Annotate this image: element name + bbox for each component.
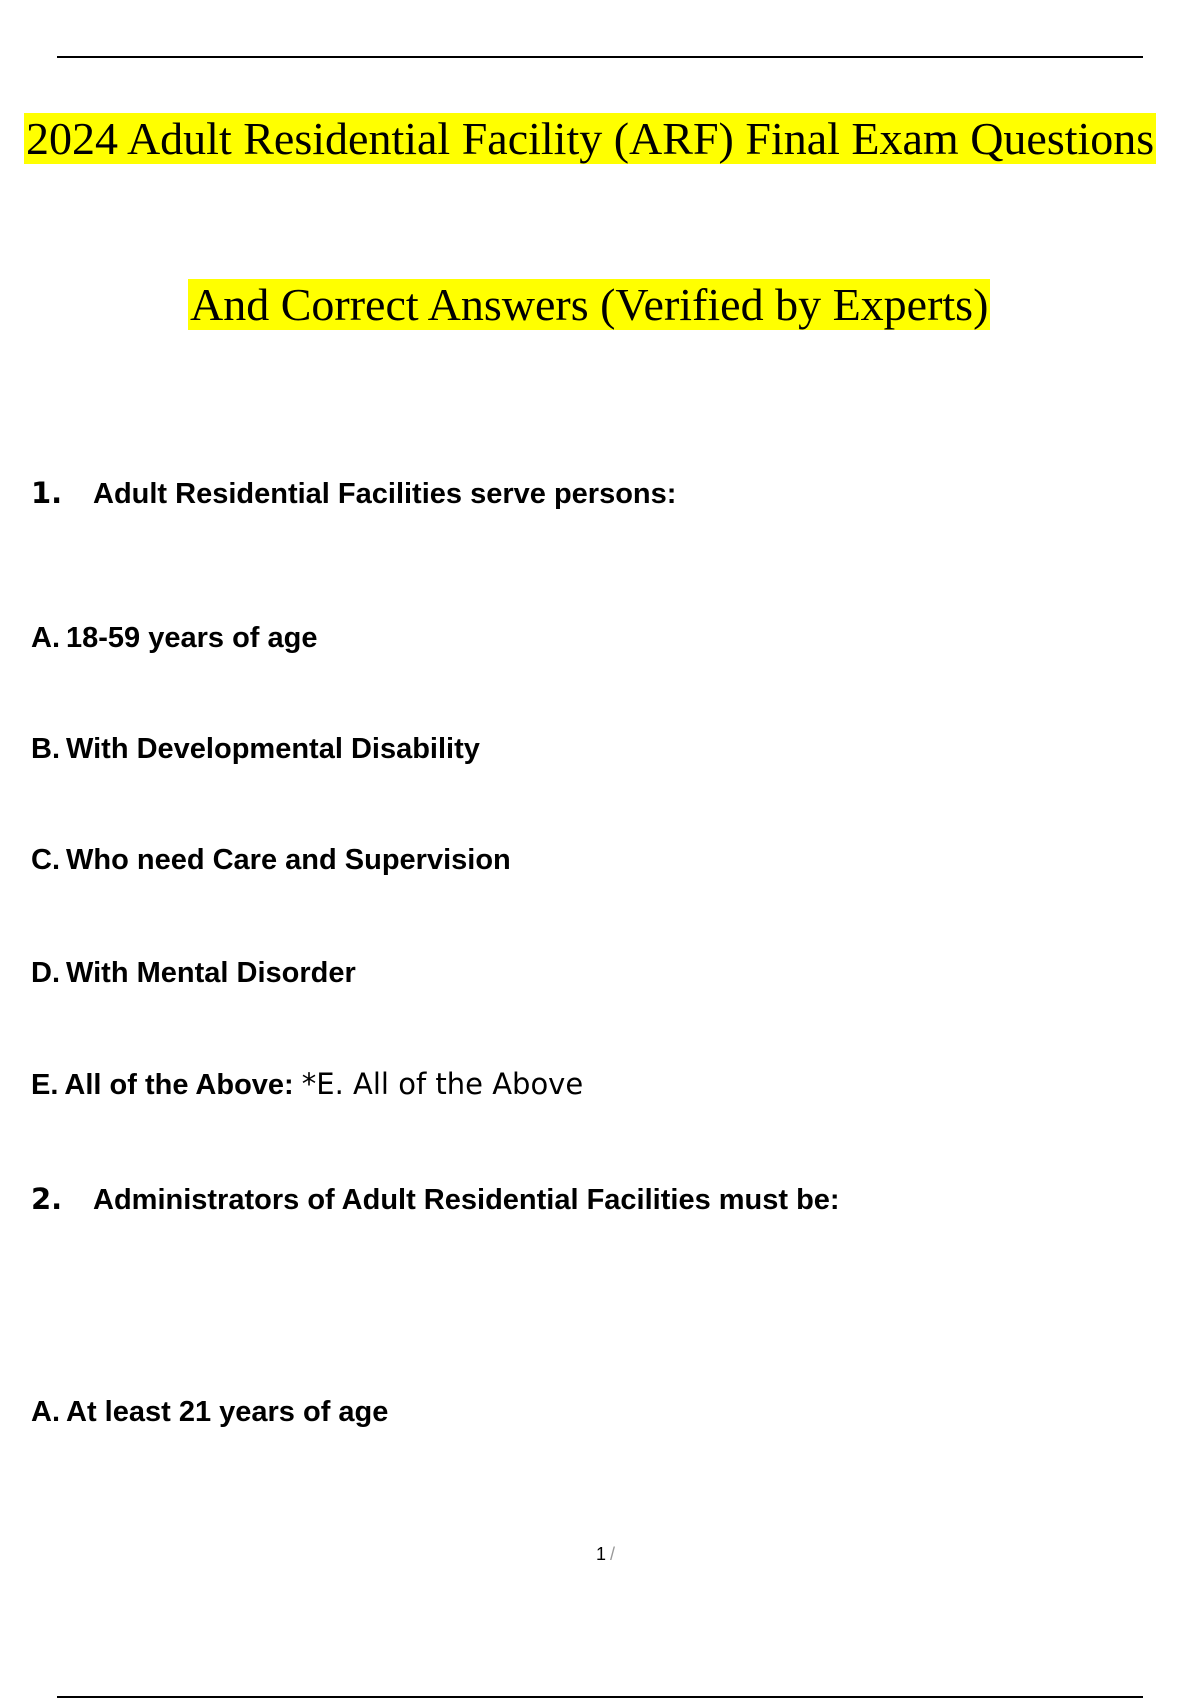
option-text: At least 21 years of age	[66, 1396, 389, 1428]
option-text: All of the Above:	[64, 1069, 294, 1101]
question-number: 2.	[31, 1182, 63, 1216]
option-1c	[31, 844, 511, 877]
page-separator: /	[610, 1544, 616, 1564]
document-title-line-2	[188, 276, 990, 334]
option-text: Who need Care and Supervision	[66, 844, 511, 876]
option-letter: C.	[31, 844, 60, 876]
title-highlight-1: 2024 Adult Residential Facility (ARF) Final Exam Questions	[26, 113, 1155, 164]
option-1b	[31, 733, 480, 766]
option-2a	[31, 1396, 388, 1429]
option-1a	[31, 622, 317, 655]
document-title-line-1	[24, 110, 1156, 168]
option-letter: A.	[31, 622, 60, 654]
title-highlight-2: And Correct Answers (Verified by Experts)	[190, 279, 989, 330]
question-text: Administrators of Adult Residential Facilities must be:	[93, 1184, 840, 1216]
question-text: Adult Residential Facilities serve persons:	[93, 478, 677, 510]
page-number	[596, 1544, 615, 1565]
correct-answer: *E. All of the Above	[301, 1067, 584, 1101]
option-text: 18-59 years of age	[66, 622, 318, 654]
option-letter: D.	[31, 957, 60, 989]
option-1e	[31, 1067, 583, 1102]
option-1d	[31, 957, 356, 990]
question-number: 1.	[31, 476, 63, 510]
option-letter: A.	[31, 1396, 60, 1428]
header-rule	[57, 56, 1143, 58]
option-letter: E.	[31, 1069, 59, 1101]
footer-rule	[57, 1696, 1143, 1698]
option-text: With Mental Disorder	[66, 957, 356, 989]
question-1	[31, 476, 676, 511]
question-2	[31, 1182, 840, 1217]
page-number-value: 1	[596, 1544, 607, 1564]
option-letter: B.	[31, 733, 60, 765]
option-text: With Developmental Disability	[66, 733, 480, 765]
